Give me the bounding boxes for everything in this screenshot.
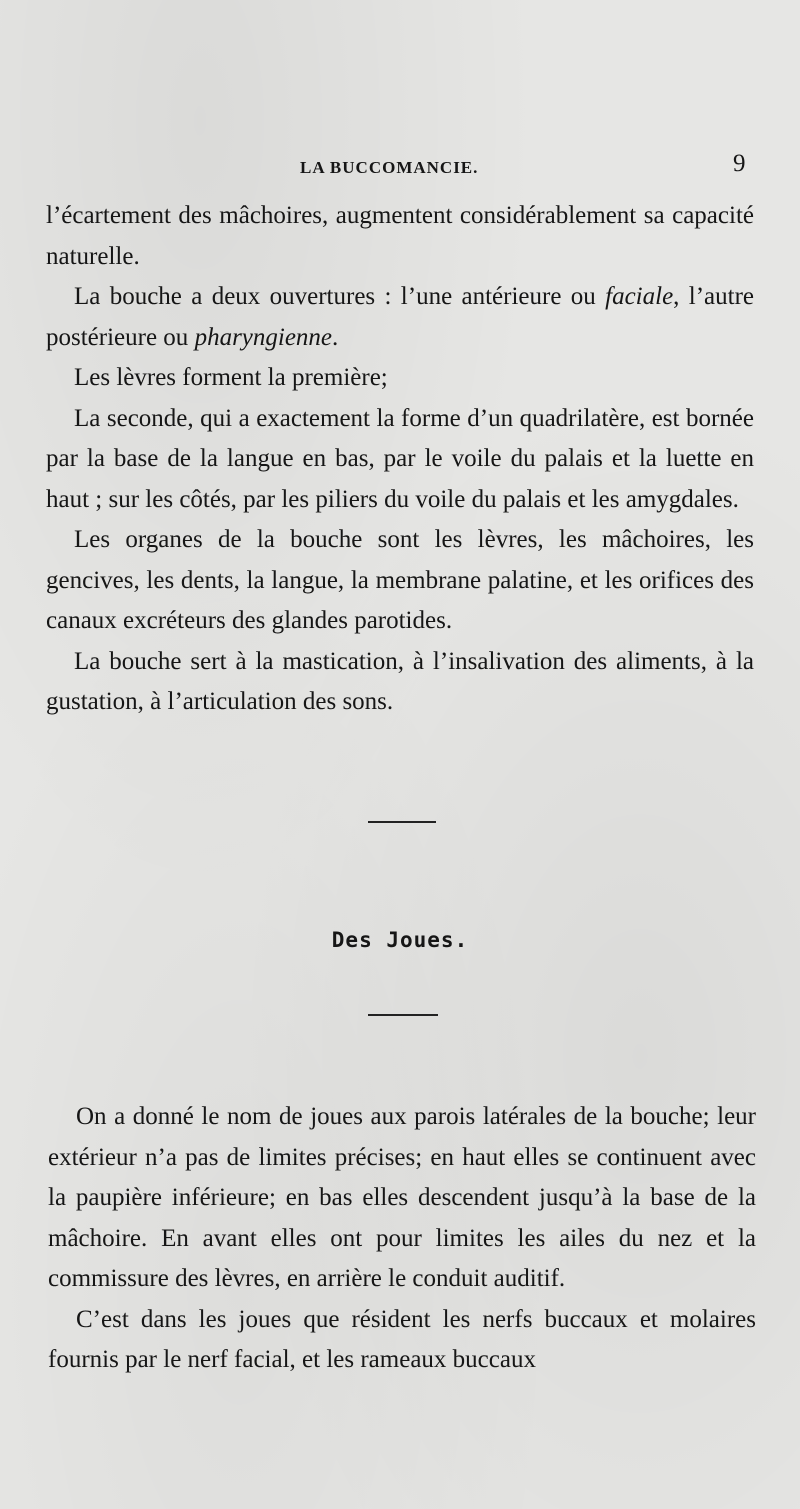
term-faciale: faciale bbox=[605, 283, 674, 310]
section-divider-top bbox=[368, 821, 436, 823]
term-pharyngienne: pharyngienne bbox=[194, 323, 333, 351]
paragraph-joues-nerfs: C’est dans les joues que résident les nerfs buccaux et molaires fournis par le nerf facial, et les rameaux buccaux bbox=[48, 1305, 756, 1373]
section-divider-bottom bbox=[368, 1014, 438, 1016]
section-heading-joues: Des Joues. bbox=[331, 928, 469, 952]
page-number: 9 bbox=[733, 150, 746, 177]
paragraph-fonctions: La bouche sert à la mastication, à l’insalivation des aliments, à la gustation, à l’articulation des sons. bbox=[46, 647, 754, 715]
paragraph-ouvertures bbox=[46, 277, 754, 358]
paragraph-seconde: La seconde, qui a exactement la forme d’un quadrilatère, est bornée par la base de la langue en bas, par le voile du palais et la luette en haut ; sur les côtés, par les piliers du voile du palais et les amygdales. bbox=[46, 404, 754, 513]
paragraph-ouvertures-end: . bbox=[332, 323, 339, 351]
paragraph-joues-definition: On a donné le nom de joues aux parois latérales de la bouche; leur extérieur n’a pas de limites précises; en haut elles se continuent avec la paupière inférieure; en bas elles descendent jusqu’à la base de la mâchoire. En avant elles ont pour limites les ailes du nez et la commissure des lèvres, en arrière le conduit auditif. bbox=[48, 1103, 756, 1292]
running-head bbox=[0, 150, 800, 180]
section-joues-text bbox=[48, 1097, 756, 1381]
paragraph-levres: Les lèvres forment la première; bbox=[74, 364, 388, 391]
paragraph-organes: Les organes de la bouche sont les lèvres, les mâchoires, les gencives, les dents, la langue, la membrane palatine, et les orifices des canaux excréteurs des glandes parotides. bbox=[46, 526, 754, 634]
running-title: LA BUCCOMANCIE. bbox=[300, 158, 479, 177]
paragraph-ouvertures-part1: La bouche a deux ouvertures : l’une antérieure ou bbox=[74, 283, 606, 310]
paragraph-continued: l’écartement des mâchoires, augmentent considérablement sa capacité naturelle. bbox=[46, 202, 754, 270]
section-bouche-text bbox=[46, 196, 754, 723]
paragraph-ouvertures-part2: , l’autre postérieure ou bbox=[46, 283, 755, 351]
